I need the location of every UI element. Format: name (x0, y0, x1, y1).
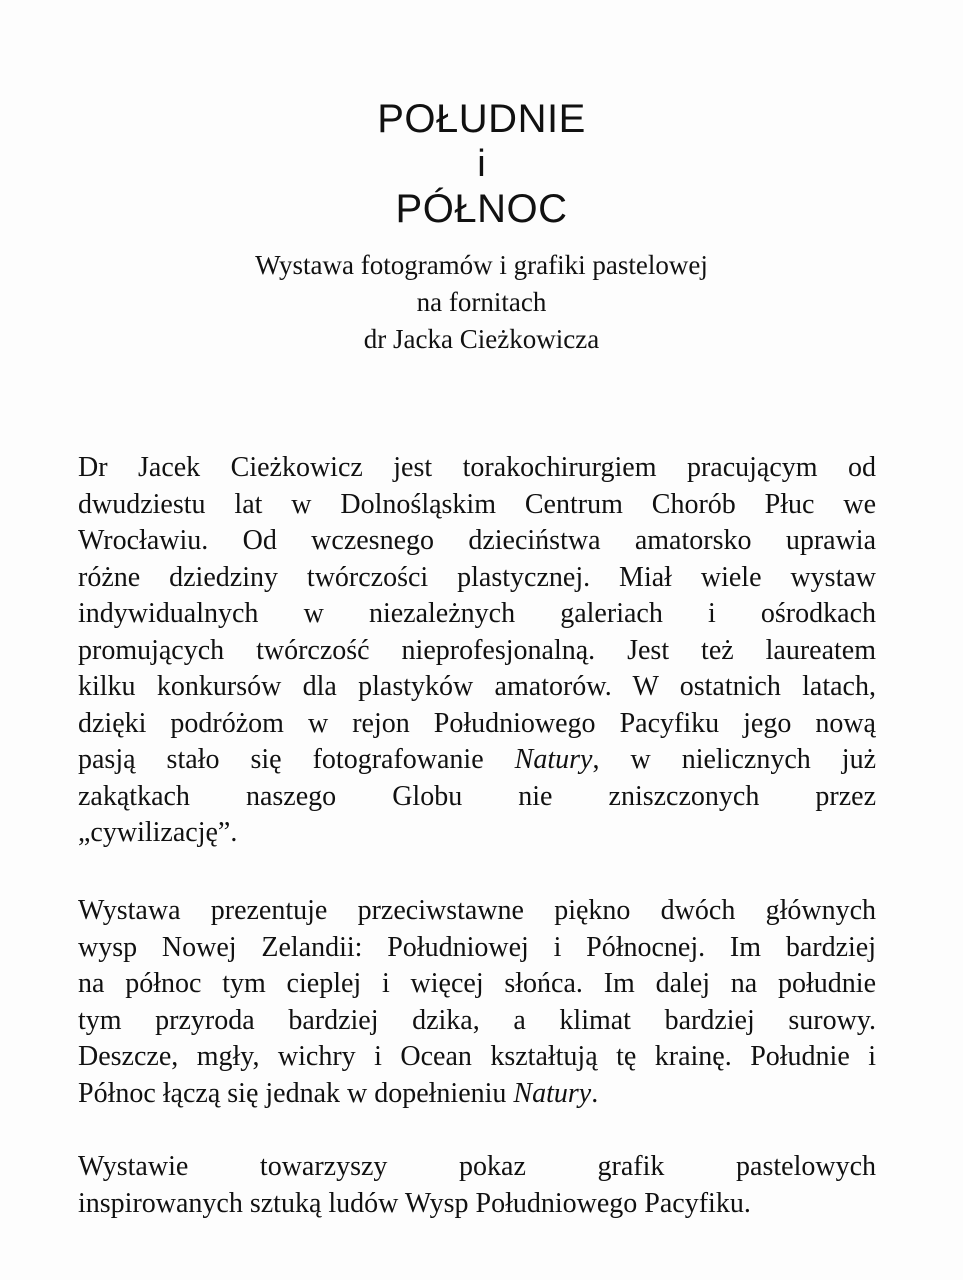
line-segment: pasją stało się fotografowanie (78, 744, 484, 775)
paragraph-line: kilku konkursów dla plastyków amatorów. W ostatnich latach, (78, 671, 876, 702)
subtitle-block (0, 247, 963, 358)
paragraph-line: dzięki podróżom w rejon Południowego Pacyfiku jego nową (78, 707, 876, 739)
subtitle-line-author: dr Jacka Cieżkowicza (363, 324, 600, 354)
paragraph-line: „cywilizację”. (78, 817, 238, 848)
paragraph-biography (78, 450, 876, 852)
line-segment: . (591, 1077, 599, 1109)
title-block (0, 96, 963, 232)
subtitle-line-exhibition: Wystawa fotogramów i grafiki pastelowej (255, 250, 708, 280)
line-segment: Północ łączą się jednak w dopełnieniu (78, 1077, 507, 1109)
paragraph-line: inspirowanych sztuką ludów Wysp Południowego Pacyfiku. (78, 1187, 751, 1219)
paragraph-line: dwudziestu lat w Dolnośląskim Centrum Chorób Płuc we (78, 488, 876, 520)
paragraph-line: Wystawie towarzyszy pokaz grafik pastelowych (78, 1151, 876, 1182)
paragraph-line: Deszcze, mgły, wichry i Ocean kształtują tę krainę. Południe i (78, 1041, 876, 1072)
paragraph-line: Wystawa prezentuje przeciwstawne piękno dwóch głównych (78, 895, 876, 926)
paragraph-line: różne dziedziny twórczości plastycznej. Miał wiele wystaw (78, 561, 876, 593)
title-south: POŁUDNIE (377, 97, 586, 141)
paragraph-line-mixed (78, 742, 876, 779)
italic-word: Natury (514, 744, 593, 775)
paragraph-line: promujących twórczość nieprofesjonalną. Jest też laureatem (78, 634, 876, 666)
paragraph-line: Dr Jacek Cieżkowicz jest torakochirurgiem pracującym od (78, 452, 876, 483)
paragraph-line-mixed (78, 1076, 876, 1113)
paragraph-accompanying (78, 1149, 876, 1222)
title-north: PÓŁNOC (395, 187, 568, 231)
line-segment: , w nielicznych już (592, 744, 876, 775)
title-conjunction: i (477, 143, 486, 185)
subtitle-line-medium: na fornitach (416, 287, 547, 317)
paragraph-line: wysp Nowej Zelandii: Południowej i Północnej. Im bardziej (78, 931, 876, 963)
paragraph-line: indywidualnych w niezależnych galeriach i ośrodkach (78, 598, 876, 629)
paragraph-line: tym przyroda bardziej dzika, a klimat bardziej surowy. (78, 1004, 876, 1036)
paragraph-line: na północ tym cieplej i więcej słońca. Im dalej na południe (78, 968, 876, 999)
paragraph-line: Wrocławiu. Od wczesnego dzieciństwa amatorsko uprawia (78, 525, 876, 556)
italic-word: Natury (513, 1077, 592, 1109)
paragraph-line: zakątkach naszego Globu nie zniszczonych przez (78, 780, 876, 812)
paragraph-exhibition (78, 893, 876, 1112)
